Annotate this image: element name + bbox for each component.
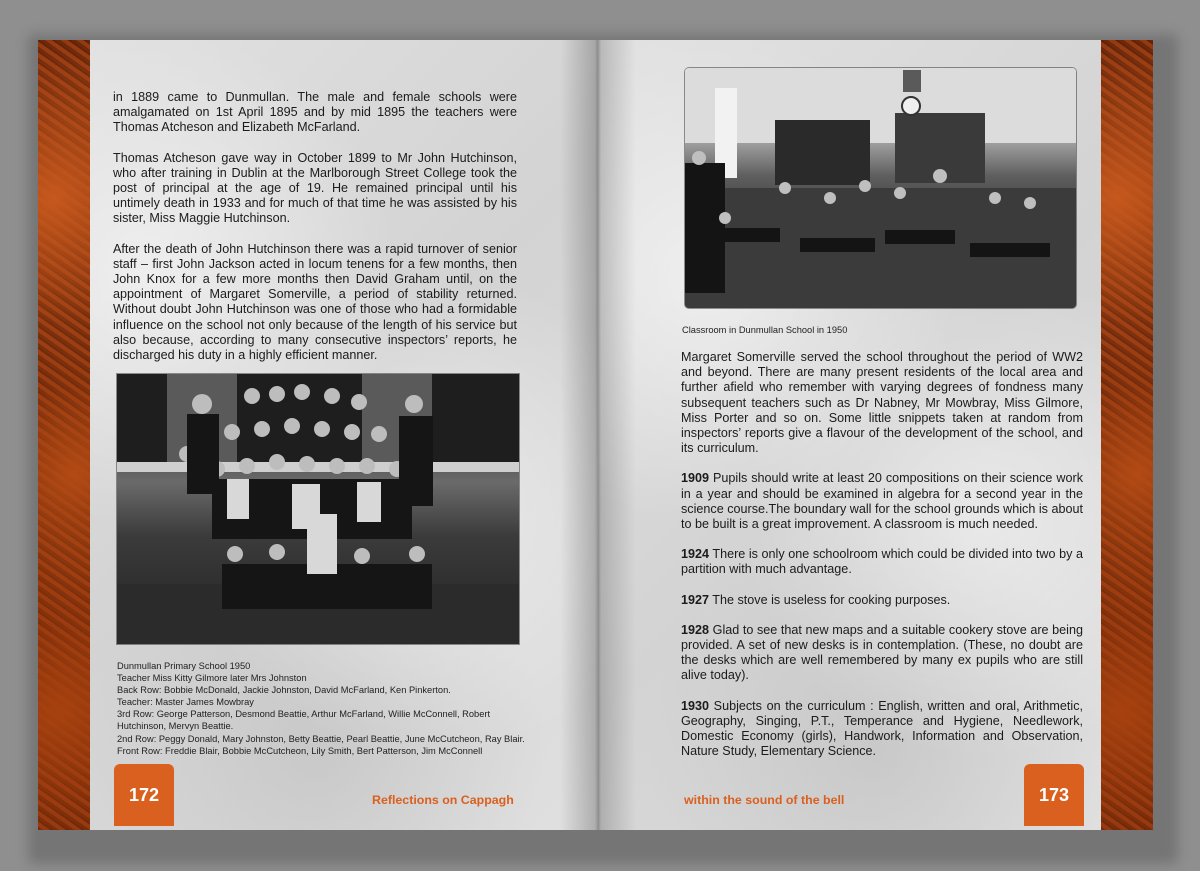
entry-text: Subjects on the curriculum : English, written and oral, Arithmetic, Geography, Singing, P.T., Temperance and Hygiene, Needlework, Domestic Economy (girls), Handwork, Information and Observation, Nature Study, Elementary Science. — [681, 698, 1083, 759]
entry-year: 1924 — [681, 547, 710, 562]
caption-line: Front Row: Freddie Blair, Bobbie McCutcheon, Lily Smith, Bert Patterson, Jim McConnell — [117, 745, 483, 756]
left-paragraph-1: in 1889 came to Dunmullan. The male and female schools were amalgamated on 1st April 1895 and by mid 1895 the teachers were Thomas Atcheson and Elizabeth McFarland. — [113, 90, 517, 135]
caption-line: 3rd Row: George Patterson, Desmond Beattie, Arthur McFarland, Willie McConnell, Robert Hutchinson, Mervyn Beattie. — [117, 709, 491, 732]
right-page — [598, 40, 1153, 830]
caption-line: 2nd Row: Peggy Donald, Mary Johnston, Betty Beattie, Pearl Beattie, June McCutcheon, Ray Blair. — [117, 733, 525, 744]
entry-year: 1928 — [681, 622, 710, 637]
page-number-left: 172 — [114, 764, 174, 826]
report-entry-1909 — [681, 471, 1083, 532]
entry-text: Pupils should write at least 20 compositions on their science work in a year and should be examined in algebra for a second year in the science course.The boundary wall for the school grounds which is about to be built is a great improvement. A classroom is much needed. — [681, 471, 1083, 532]
caption-line: Teacher Miss Kitty Gilmore later Mrs Johnston — [117, 673, 307, 684]
running-title-right: within the sound of the bell — [684, 793, 845, 807]
entry-year: 1927 — [681, 592, 710, 607]
report-entry-1930 — [681, 699, 1083, 760]
left-page — [38, 40, 598, 830]
caption-line: Back Row: Bobbie McDonald, Jackie Johnston, David McFarland, Ken Pinkerton. — [117, 685, 451, 696]
caption-line: Dunmullan Primary School 1950 — [117, 661, 251, 671]
report-entry-1928 — [681, 623, 1083, 684]
left-paragraph-3: After the death of John Hutchinson there was a rapid turnover of senior staff – first John Jackson acted in locum tenens for a few months, then John Knox for a few more months then David Graham until, on the appointment of Margaret Somerville, a period of stability returned. Without doubt John Hutchinson was one of those who had a formidable influence on the school not only because of the length of his service but also because, according to many consecutive inspectors’ reports, he discharged his duty in a highly efficient manner. — [113, 241, 517, 363]
report-entry-1924 — [681, 547, 1083, 577]
entry-year: 1930 — [681, 698, 710, 713]
running-title-left: Reflections on Cappagh — [372, 793, 514, 807]
entry-text: There is only one schoolroom which could be divided into two by a partition with much advantage. — [681, 547, 1083, 577]
intro-paragraph: Margaret Somerville served the school throughout the period of WW2 and beyond. There are many present residents of the local area and further afield who remember with varying degrees of fondness many subsequent teachers such as Dr Nabney, Mr Mowbray, Miss Gilmore, Miss Porter and so on. Some little snippets taken at random from inspectors’ reports give a flavour of the development of the school, and its curriculum. — [681, 350, 1083, 456]
group-photo-caption — [117, 660, 527, 757]
right-decorative-strip — [1101, 40, 1153, 830]
left-body-text — [113, 90, 517, 378]
left-decorative-strip — [38, 40, 90, 830]
entry-text: Glad to see that new maps and a suitable cookery stove are being provided. A set of new desks is in contemplation. (These, no doubt are the desks which are well remembered by many ex pupils who are still alive today). — [681, 622, 1083, 683]
left-paragraph-2: Thomas Atcheson gave way in October 1899 to Mr John Hutchinson, who after training in Dublin at the Marlborough Street College took the post of principal at the age of 19. He remained principal until his untimely death in 1933 and for much of that time he was assisted by his sister, Miss Maggie Hutchinson. — [113, 150, 517, 226]
right-body-text — [681, 350, 1083, 774]
classroom-photo — [685, 68, 1076, 308]
entry-year: 1909 — [681, 471, 710, 486]
entry-text: The stove is useless for cooking purposes. — [709, 592, 951, 607]
caption-line: Teacher: Master James Mowbray — [117, 697, 254, 708]
classroom-photo-caption: Classroom in Dunmullan School in 1950 — [682, 325, 848, 335]
page-number-right: 173 — [1024, 764, 1084, 826]
report-entry-1927 — [681, 593, 1083, 608]
school-group-photo — [117, 374, 519, 644]
